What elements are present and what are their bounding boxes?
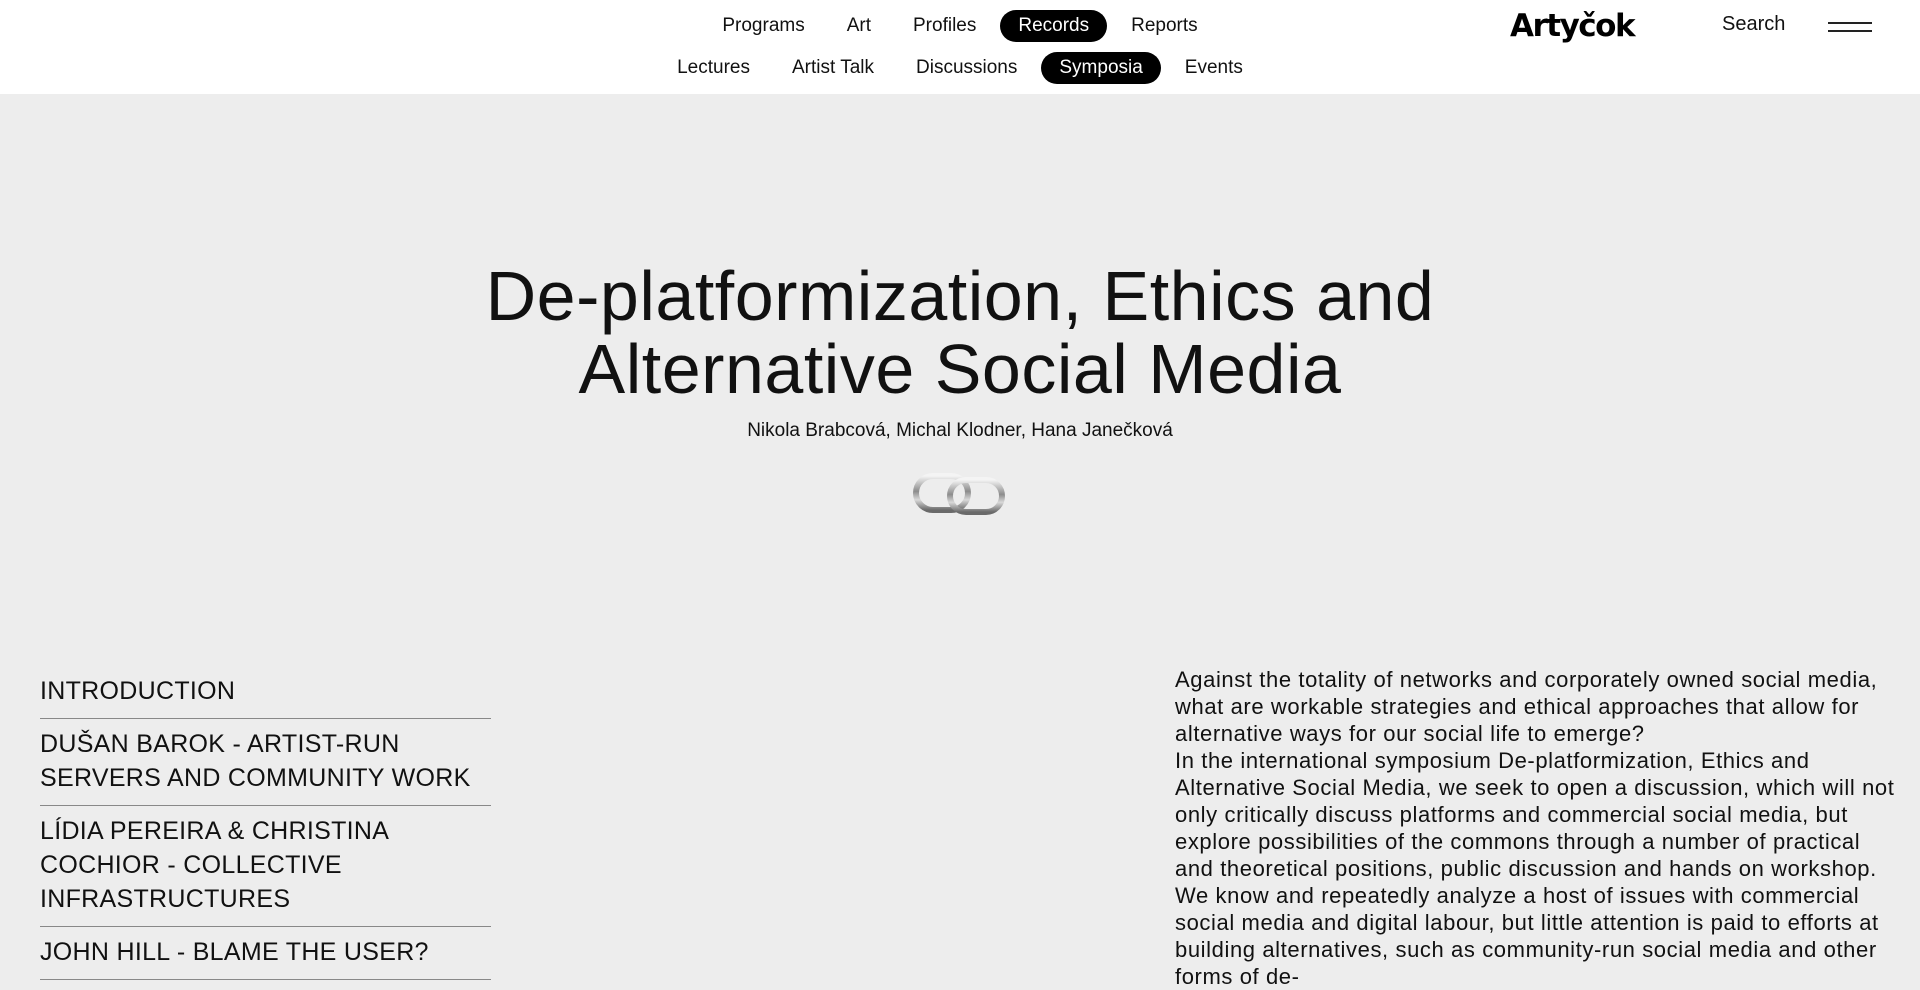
subnav-discussions[interactable]: Discussions	[916, 57, 1018, 78]
page-title	[0, 257, 1920, 408]
secondary-nav	[0, 52, 1920, 84]
paragraph: Against the totality of networks and corporately owned social media, what are workable strategies and ethical approaches that allow for alternative ways for our social life to emerge?	[1175, 667, 1878, 746]
search-button[interactable]: Search	[1722, 13, 1786, 35]
paragraph: We know and repeatedly analyze a host of issues with commercial social media and digital labour, but little attention is paid to efforts at building alternatives, such as community-run social media and other forms of de-	[1175, 883, 1879, 989]
title-line-1: De-platformization, Ethics and	[485, 257, 1435, 335]
title-line-2: Alternative Social Media	[578, 330, 1342, 408]
menu-line	[1828, 22, 1872, 24]
paragraph: In the international symposium De-platformization, Ethics and Alternative Social Media, we seek to open a discussion, which will not only critically discuss platforms and commercial social media, but explore possibilities of the commons through a number of practical and theoretical positions, public discussion and hands on workshop.	[1175, 748, 1895, 881]
nav-programs[interactable]: Programs	[722, 15, 805, 36]
toc-item-dusan-barok[interactable]: DUŠAN BAROK - ARTIST-RUN SERVERS AND COMMUNITY WORK	[40, 719, 491, 806]
hero-section	[0, 257, 1920, 442]
nav-reports[interactable]: Reports	[1131, 15, 1198, 36]
toc-item-pereira-cochior[interactable]: LÍDIA PEREIRA & CHRISTINA COCHIOR - COLLECTIVE INFRASTRUCTURES	[40, 806, 491, 927]
hamburger-menu-icon[interactable]	[1826, 18, 1872, 36]
subnav-events[interactable]: Events	[1184, 57, 1243, 78]
toc-item-john-hill[interactable]: JOHN HILL - BLAME THE USER?	[40, 927, 491, 980]
nav-profiles[interactable]: Profiles	[913, 15, 977, 36]
menu-line	[1828, 30, 1872, 32]
subnav-symposia[interactable]: Symposia	[1041, 52, 1160, 84]
nav-records[interactable]: Records	[1000, 10, 1107, 42]
article-body	[1175, 666, 1895, 990]
chain-link-icon	[912, 470, 1008, 518]
site-logo[interactable]: Artyčok	[1510, 8, 1635, 44]
subnav-artist-talk[interactable]: Artist Talk	[791, 57, 874, 78]
toc-item-introduction[interactable]: INTRODUCTION	[40, 668, 491, 719]
authors: Nikola Brabcová, Michal Klodner, Hana Janečková	[747, 420, 1173, 441]
top-navigation-bar	[0, 0, 1920, 94]
subnav-lectures[interactable]: Lectures	[677, 57, 750, 78]
table-of-contents	[40, 668, 491, 980]
nav-art[interactable]: Art	[846, 15, 871, 36]
